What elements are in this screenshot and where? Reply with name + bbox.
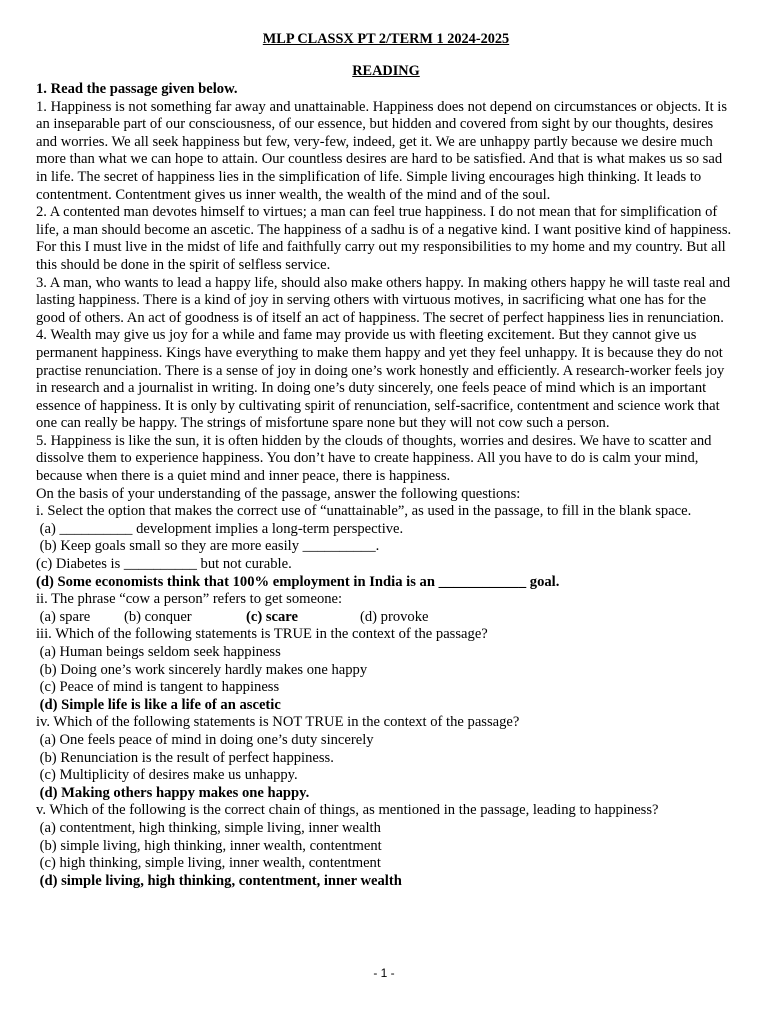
instruction-text: On the basis of your understanding of the passage, answer the following questions: (36, 485, 521, 502)
question-v-option-c: (c) high thinking, simple living, inner wealth, contentment (36, 855, 381, 872)
question-iii-option-c: (c) Peace of mind is tangent to happiness (36, 679, 280, 696)
passage-paragraph-3: 3. A man, who wants to lead a happy life, should also make others happy. In making others happy he will taste real and lasting happiness. There is a kind of joy in serving others with virtuous motives, in sacrificing what one has for the good of others. An act of goodness is of itself an act of happiness. The secret of perfect happiness lies in renunciation. (36, 274, 731, 326)
question-ii-option-a: (a) spare (36, 608, 91, 625)
passage-paragraph-2: 2. A contented man devotes himself to virtues; a man can feel true happiness. I do not mean that for simplification of life, a man should become an ascetic. The happiness of a sadhu is of a negative kind. I want positive kind of happiness. For this I must live in the midst of life and faithfully carry out my responsibilities to my home and my country. But all this should be done in the spirit of selfless service. (36, 204, 732, 273)
question-v-option-d: (d) simple living, high thinking, contentment, inner wealth (36, 872, 402, 889)
question-iv-stem: iv. Which of the following statements is NOT TRUE in the context of the passage? (36, 714, 520, 731)
question-iii-option-b: (b) Doing one’s work sincerely hardly makes one happy (36, 661, 368, 678)
page-number: - 1 - (373, 966, 395, 980)
question-i-stem: i. Select the option that makes the correct use of “unattainable”, as used in the passage, to fill in the blank space. (36, 503, 692, 520)
question-i-option-a: (a) __________ development implies a long-term perspective. (36, 520, 404, 537)
question-iv-option-d: (d) Making others happy makes one happy. (36, 784, 310, 801)
question-i-option-b: (b) Keep goals small so they are more easily __________. (36, 538, 380, 555)
question-iv-option-b: (b) Renunciation is the result of perfect happiness. (36, 749, 334, 766)
section-heading: READING (352, 63, 420, 79)
question-iii-option-a: (a) Human beings seldom seek happiness (36, 644, 281, 660)
question-i-option-d: (d) Some economists think that 100% employment in India is an ____________ goal. (36, 573, 560, 590)
question-heading: 1. Read the passage given below. (36, 81, 238, 97)
question-v-option-b: (b) simple living, high thinking, inner wealth, contentment (36, 837, 382, 854)
passage-paragraph-5: 5. Happiness is like the sun, it is often hidden by the clouds of thoughts, worries and desires. We have to scatter and dissolve them to experience happiness. You don’t have to create happiness. All you have to do is calm your mind, because when there is a quiet mind and inner peace, there is happiness. (36, 432, 712, 485)
document-page (36, 0, 736, 890)
question-iii-stem: iii. Which of the following statements is TRUE in the context of the passage? (36, 626, 488, 643)
question-ii-option-b: (b) conquer (124, 608, 192, 625)
question-ii-stem: ii. The phrase “cow a person” refers to get someone: (36, 591, 343, 608)
question-ii-option-d: (d) provoke (360, 608, 429, 625)
question-i-option-c: (c) Diabetes is __________ but not curable. (36, 556, 292, 573)
question-iii-option-d: (d) Simple life is like a life of an ascetic (36, 696, 281, 713)
question-ii-options (36, 609, 736, 627)
question-v-stem: v. Which of the following is the correct chain of things, as mentioned in the passage, leading to happiness? (36, 802, 659, 819)
passage-paragraph-4: 4. Wealth may give us joy for a while and fame may provide us with fleeting excitement. But they cannot give us permanent happiness. Kings have everything to make them happy and yet they feel unhappy. It is because they do not practise renunciation. There is a sense of joy in doing one’s work honestly and efficiently. A research-worker feels joy in research and a journalist in writing. In doing one’s duty sincerely, one feels peace of mind which is an important essence of happiness. It is only by cultivating spirit of renunciation, self-sacrifice, contentment and science work that one can really be happy. The strings of misfortune spare none but they will not cow such a person. (36, 327, 725, 432)
question-iv-option-a: (a) One feels peace of mind in doing one’s duty sincerely (36, 731, 374, 748)
passage-paragraph-1: 1. Happiness is not something far away and unattainable. Happiness does not depend on circumstances or objects. It is an inseparable part of our consciousness, of our essence, but hidden and covered from sight by our thoughts, desires and worries. We all seek happiness but few, very-few, indeed, get it. We are unhappy partly because we desire much more than what we can hope to attain. Our countless desires are hard to be satisfied. And that is what makes us so sad in life. The secret of happiness lies in the simplification of life. Simple living encourages high thinking. It leads to contentment. Contentment gives us inner wealth, the wealth of the mind and of the soul. (36, 98, 728, 203)
question-v-option-a: (a) contentment, high thinking, simple living, inner wealth (36, 819, 381, 836)
document-title: MLP CLASSX PT 2/TERM 1 2024-2025 (262, 31, 510, 47)
question-iv-option-c: (c) Multiplicity of desires make us unhappy. (36, 767, 298, 784)
question-ii-option-c: (c) scare (246, 608, 298, 625)
